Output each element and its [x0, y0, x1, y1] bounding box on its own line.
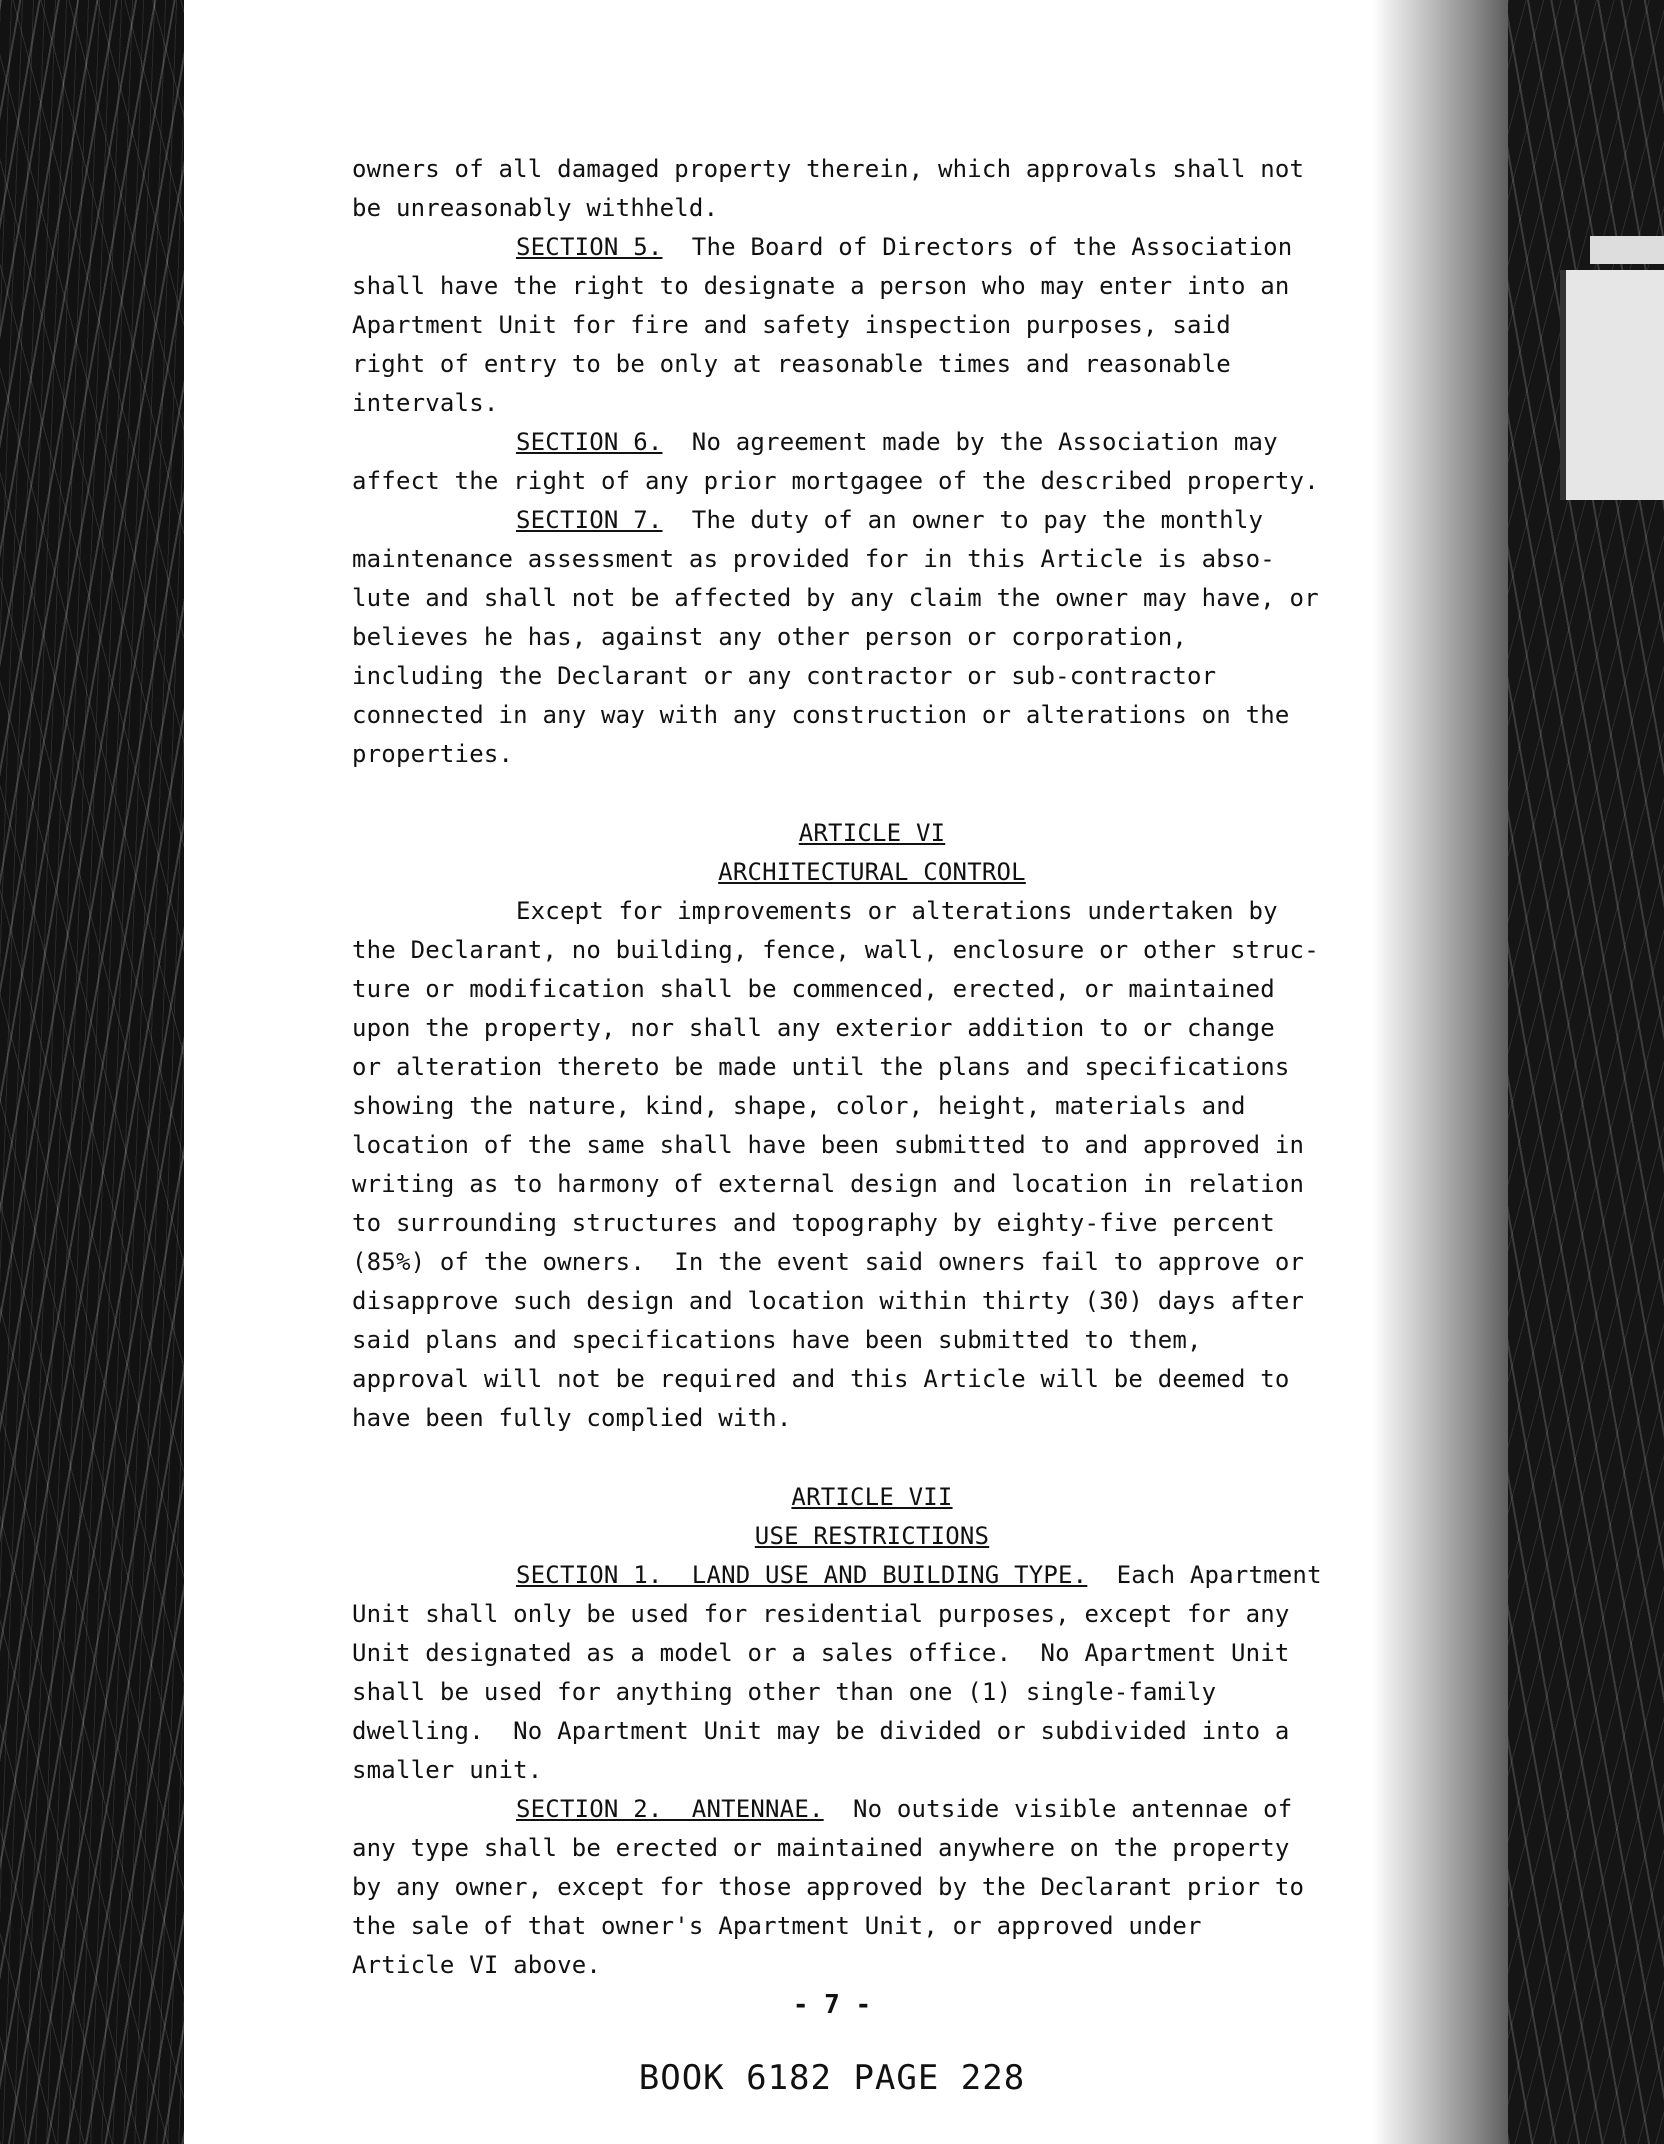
- text-line: writing as to harmony of external design and location in relation: [352, 1170, 1305, 1198]
- book-page-reference: BOOK 6182 PAGE 228: [638, 2058, 1026, 2098]
- article-heading: [352, 814, 1392, 853]
- text-line: said plans and specifications have been submitted to them,: [352, 1326, 1202, 1354]
- text-line: affect the right of any prior mortgagee of the described property.: [352, 467, 1319, 495]
- paragraph-gap: [352, 774, 1392, 814]
- text-line: the sale of that owner's Apartment Unit, or approved under: [352, 1912, 1202, 1940]
- section-label: SECTION 6.: [516, 428, 663, 456]
- text-line: including the Declarant or any contractor or sub-contractor: [352, 662, 1217, 690]
- heading-text: ARTICLE VI: [798, 819, 946, 847]
- scan-border-left: [0, 0, 184, 2144]
- text-line: upon the property, nor shall any exterior addition to or change: [352, 1014, 1275, 1042]
- section-text: The Board of Directors of the Association: [662, 233, 1293, 261]
- text-line: Unit shall only be used for residential purposes, except for any: [352, 1600, 1290, 1628]
- text-line: shall be used for anything other than one (1) single-family: [352, 1678, 1217, 1706]
- article-heading: [352, 853, 1392, 892]
- scan-artifact: [1590, 236, 1664, 264]
- scan-shadow-right: [1372, 0, 1508, 2144]
- text-line: maintenance assessment as provided for in this Article is abso-: [352, 545, 1275, 573]
- text-line: properties.: [352, 740, 514, 768]
- section-label: SECTION 5.: [516, 233, 663, 261]
- text-line: intervals.: [352, 389, 499, 417]
- document-body: [352, 150, 1392, 1985]
- text-line: location of the same shall have been submitted to and approved in: [352, 1131, 1305, 1159]
- text-line: connected in any way with any construction or alterations on the: [352, 701, 1290, 729]
- section-text: Each Apartment: [1087, 1561, 1322, 1589]
- section-line: [352, 1556, 1392, 1595]
- text-line: (85%) of the owners. In the event said owners fail to approve or: [352, 1248, 1305, 1276]
- section-line: [352, 228, 1392, 267]
- text-line: Article VI above.: [352, 1951, 602, 1979]
- text-line: Except for improvements or alterations undertaken by: [516, 897, 1278, 925]
- section-line: [352, 501, 1392, 540]
- paragraph-gap: [352, 1438, 1392, 1478]
- section-label: SECTION 7.: [516, 506, 663, 534]
- text-line: Unit designated as a model or a sales office. No Apartment Unit: [352, 1639, 1290, 1667]
- section-text: No agreement made by the Association may: [662, 428, 1278, 456]
- scan-artifact: [1560, 270, 1664, 500]
- text-line: right of entry to be only at reasonable times and reasonable: [352, 350, 1231, 378]
- text-line: lute and shall not be affected by any claim the owner may have, or: [352, 584, 1319, 612]
- text-line: the Declarant, no building, fence, wall, enclosure or other struc-: [352, 936, 1319, 964]
- page-number: - 7 -: [792, 1990, 872, 2020]
- section-label: SECTION 2. ANTENNAE.: [516, 1795, 824, 1823]
- text-line: shall have the right to designate a person who may enter into an: [352, 272, 1290, 300]
- section-text: The duty of an owner to pay the monthly: [662, 506, 1264, 534]
- text-line: owners of all damaged property therein, which approvals shall not: [352, 155, 1305, 183]
- article-heading: [352, 1478, 1392, 1517]
- heading-text: USE RESTRICTIONS: [754, 1522, 990, 1550]
- text-line: to surrounding structures and topography by eighty-five percent: [352, 1209, 1275, 1237]
- text-line: be unreasonably withheld.: [352, 194, 719, 222]
- heading-text: ARCHITECTURAL CONTROL: [718, 858, 1026, 886]
- text-line: dwelling. No Apartment Unit may be divided or subdivided into a: [352, 1717, 1290, 1745]
- text-line: showing the nature, kind, shape, color, height, materials and: [352, 1092, 1246, 1120]
- text-line: smaller unit.: [352, 1756, 543, 1784]
- text-line: Apartment Unit for fire and safety inspection purposes, said: [352, 311, 1231, 339]
- text-line: disapprove such design and location within thirty (30) days after: [352, 1287, 1305, 1315]
- text-line: have been fully complied with.: [352, 1404, 792, 1432]
- section-label: SECTION 1. LAND USE AND BUILDING TYPE.: [516, 1561, 1088, 1589]
- text-line: believes he has, against any other person or corporation,: [352, 623, 1188, 651]
- text-line: by any owner, except for those approved by the Declarant prior to: [352, 1873, 1305, 1901]
- section-line: [352, 423, 1392, 462]
- text-line: any type shall be erected or maintained anywhere on the property: [352, 1834, 1290, 1862]
- text-line: ture or modification shall be commenced, erected, or maintained: [352, 975, 1275, 1003]
- article-heading: [352, 1517, 1392, 1556]
- section-line: [352, 1790, 1392, 1829]
- section-text: No outside visible antennae of: [823, 1795, 1293, 1823]
- text-line: or alteration thereto be made until the plans and specifications: [352, 1053, 1290, 1081]
- heading-text: ARTICLE VII: [791, 1483, 953, 1511]
- text-line: approval will not be required and this Article will be deemed to: [352, 1365, 1290, 1393]
